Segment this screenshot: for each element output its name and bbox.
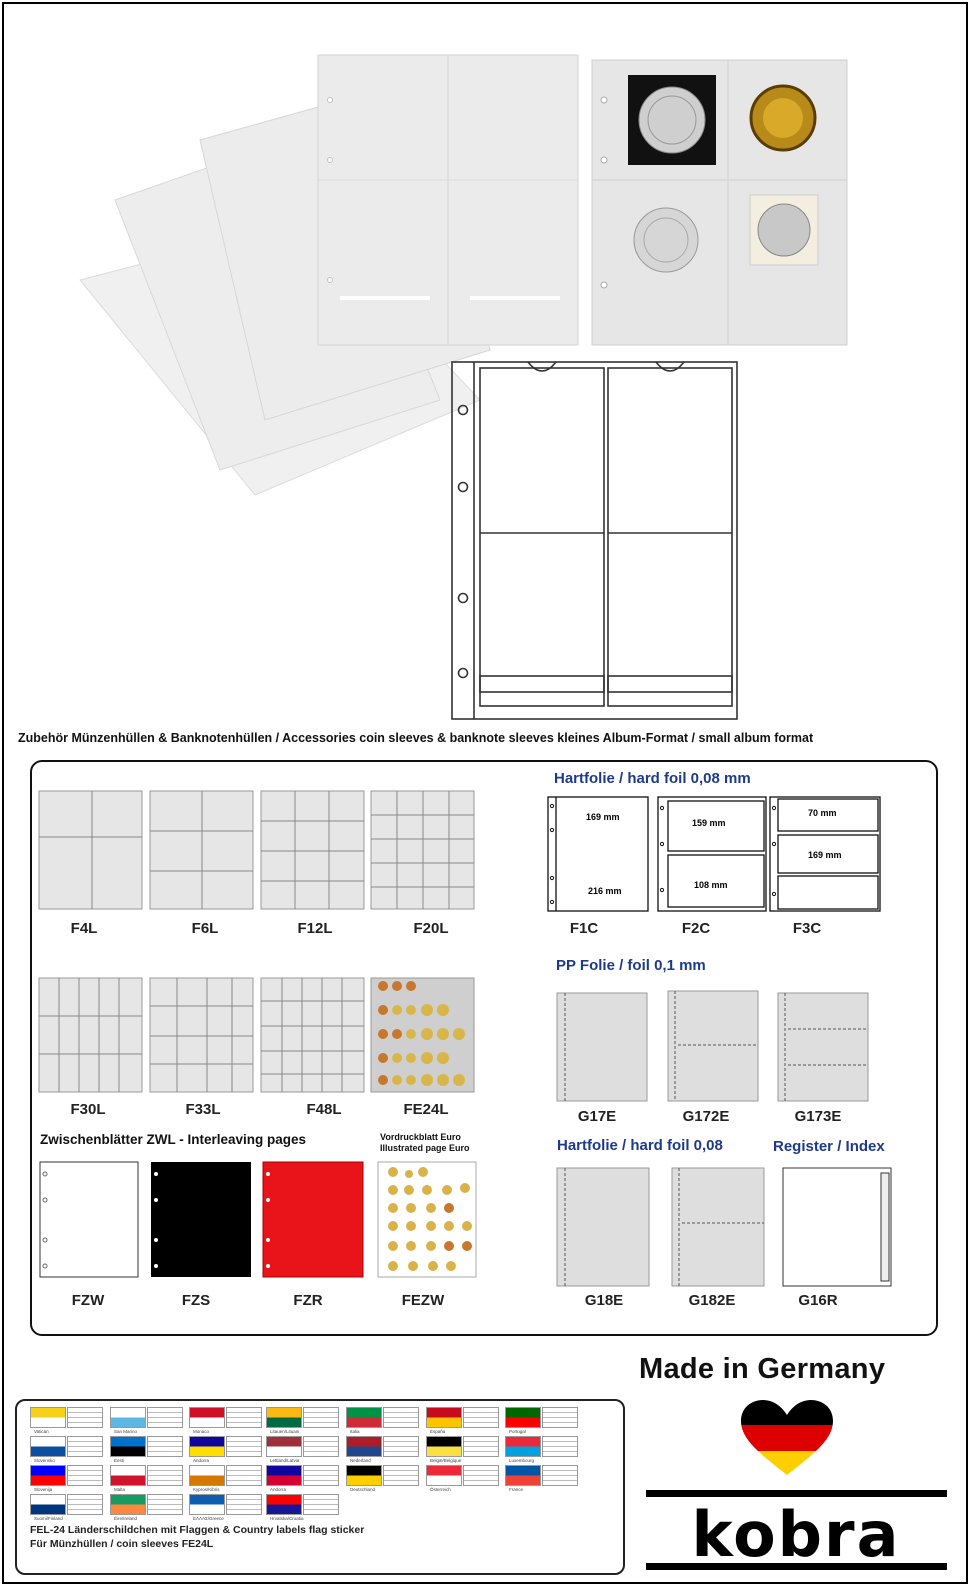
coin-silver-3: [758, 204, 810, 256]
flag-country-name: België/Belgique: [430, 1458, 462, 1463]
label-f3c: F3C: [792, 920, 822, 937]
flag-country-name: Slovenija: [34, 1487, 53, 1492]
flag-label-box: [226, 1407, 262, 1428]
label-f30l: F30L: [70, 1101, 106, 1118]
sheet-f4l: [39, 791, 142, 909]
flag-country-name: Litauen/Lituani: [270, 1429, 300, 1434]
flag-label-box: [67, 1465, 103, 1486]
sheets-row3: [37, 1160, 482, 1282]
flag-label-box: [303, 1465, 339, 1486]
label-fzr: FZR: [293, 1292, 323, 1309]
label-f48l: F48L: [306, 1101, 342, 1118]
flag-sticker: [426, 1407, 462, 1428]
flag-sticker: [266, 1465, 302, 1486]
pp-foil-sheets: [555, 985, 875, 1105]
label-g18e: G18E: [584, 1292, 624, 1309]
label-f4l: F4L: [70, 920, 98, 937]
flag-country-name: Portugal: [509, 1429, 526, 1434]
flag-sticker: [30, 1494, 66, 1515]
sheet-g182e: [672, 1168, 764, 1286]
product-illustration: [60, 40, 940, 730]
flag-sticker: [266, 1436, 302, 1457]
flag-label-box: [542, 1436, 578, 1457]
flag-country-name: Andorra: [270, 1487, 287, 1492]
sheet-fzr: [263, 1162, 363, 1277]
flag-country-name: Suomi/Finland: [34, 1516, 63, 1521]
sheet-g172e: [668, 991, 758, 1101]
flag-country-name: Éire/Ireland: [114, 1516, 138, 1521]
interleaving-header: Zwischenblätter ZWL - Interleaving pages: [40, 1132, 307, 1147]
flag-country-name: France: [509, 1487, 524, 1492]
flag-sticker: [266, 1494, 302, 1515]
dim-f1c-top: 169 mm: [586, 812, 620, 822]
flag-label-box: [67, 1407, 103, 1428]
dim-f1c-bottom: 216 mm: [588, 886, 622, 896]
flag-sticker: [505, 1436, 541, 1457]
flag-sticker: [30, 1407, 66, 1428]
flag-country-name: Kypros/Kibris: [193, 1487, 220, 1492]
sheet-fezw: [378, 1162, 476, 1277]
sheet-fzw: [40, 1162, 138, 1277]
hard-foil-header-2: Hartfolie / hard foil 0,08: [557, 1137, 723, 1154]
flag-country-name: Österreich: [430, 1487, 451, 1492]
flag-sticker: [426, 1436, 462, 1457]
brand-text: kobra: [691, 1498, 901, 1570]
flag-country-name: Monaco: [193, 1429, 210, 1434]
flag-label-box: [67, 1494, 103, 1515]
flag-caption-1: FEL-24 Länderschildchen mit Flaggen & Country labels flag sticker: [30, 1524, 365, 1536]
flag-sticker: [189, 1494, 225, 1515]
label-g16r: G16R: [798, 1292, 838, 1309]
flag-country-name: Luxembourg: [509, 1458, 535, 1463]
sheet-f33l: [150, 978, 253, 1092]
sheet-g173e: [778, 993, 868, 1101]
sheets-row2: [37, 976, 477, 1096]
flag-sticker: [346, 1407, 382, 1428]
euro-header-line1: Vordruckblatt Euro: [380, 1132, 461, 1142]
label-g172e: G172E: [682, 1108, 730, 1125]
label-fzs: FZS: [181, 1292, 211, 1309]
label-f1c: F1C: [569, 920, 599, 937]
flag-sticker: [30, 1436, 66, 1457]
flag-country-name: ΕΛΛΑΣ/Greece: [193, 1516, 224, 1521]
flag-country-name: Deutschland: [350, 1487, 376, 1492]
hard-foil-sheets-2: [555, 1165, 895, 1290]
flag-label-box: [463, 1465, 499, 1486]
flag-label-box: [226, 1494, 262, 1515]
flag-country-name: Hrvatska/Croatia: [270, 1516, 304, 1521]
sheet-g16r: [783, 1168, 891, 1286]
label-f20l: F20L: [413, 920, 449, 937]
flag-sticker: [346, 1465, 382, 1486]
flag-label-box: [147, 1465, 183, 1486]
hard-foil-header: Hartfolie / hard foil 0,08 mm: [554, 770, 751, 787]
flag-country-name: Malta: [114, 1487, 126, 1492]
flag-sticker: [189, 1436, 225, 1457]
flag-country-name: Italia: [350, 1429, 360, 1434]
coin-silver-1: [639, 87, 705, 153]
flag-sticker: [110, 1465, 146, 1486]
flag-sticker: [110, 1436, 146, 1457]
label-g182e: G182E: [688, 1292, 736, 1309]
product-caption: Zubehör Münzenhüllen & Banknotenhüllen / Accessories coin sleeves & banknote sleeves kleines Album-Format / small album format: [18, 731, 814, 745]
flag-caption-2: Für Münzhüllen / coin sleeves FE24L: [30, 1538, 214, 1550]
label-f12l: F12L: [297, 920, 333, 937]
register-header: Register / Index: [773, 1138, 885, 1155]
flag-country-name: Slovensko: [34, 1458, 55, 1463]
flag-country-name: San Marino: [114, 1429, 138, 1434]
dim-f3c-top: 70 mm: [808, 808, 837, 818]
flag-country-name: España: [430, 1429, 446, 1434]
flag-label-box: [226, 1436, 262, 1457]
flag-label-box: [147, 1436, 183, 1457]
sheet-g17e: [557, 993, 647, 1101]
dim-f3c-mid: 169 mm: [808, 850, 842, 860]
sheet-f48l: [261, 978, 364, 1092]
flag-label-box: [463, 1407, 499, 1428]
flag-label-box: [303, 1436, 339, 1457]
flag-label-box: [147, 1494, 183, 1515]
dim-f2c-bottom: 108 mm: [694, 880, 728, 890]
flag-label-box: [226, 1465, 262, 1486]
flag-sticker: [110, 1407, 146, 1428]
flag-sticker: [189, 1407, 225, 1428]
label-g173e: G173E: [794, 1108, 842, 1125]
euro-page-header: [380, 1132, 470, 1154]
flag-country-name: Nederland: [350, 1458, 371, 1463]
hard-foil-diagrams: [546, 794, 884, 916]
german-heart-icon: [739, 1399, 835, 1477]
flag-label-box: [542, 1407, 578, 1428]
label-g17e: G17E: [577, 1108, 617, 1125]
flag-label-box: [383, 1407, 419, 1428]
sheet-f12l: [261, 791, 364, 909]
flag-label-box: [542, 1465, 578, 1486]
sheet-fzs: [151, 1162, 251, 1277]
label-f2c: F2C: [681, 920, 711, 937]
flag-label-box: [147, 1407, 183, 1428]
dim-f2c-top: 159 mm: [692, 818, 726, 828]
flag-sticker: [505, 1465, 541, 1486]
flag-sticker: [110, 1494, 146, 1515]
flag-country-name: Lettland/Latvia: [270, 1458, 300, 1463]
flag-sticker: [505, 1407, 541, 1428]
label-fe24l: FE24L: [403, 1101, 449, 1118]
sheets-row1: [37, 789, 477, 914]
flag-country-name: Vatican: [34, 1429, 49, 1434]
flag-country-name: Eesti: [114, 1458, 125, 1463]
label-fzw: FZW: [71, 1292, 105, 1309]
flag-sticker: [30, 1465, 66, 1486]
flag-label-box: [303, 1407, 339, 1428]
euro-header-line2: Illustrated page Euro: [380, 1143, 470, 1153]
flag-sticker: [426, 1465, 462, 1486]
flag-country-name: Andorra: [193, 1458, 210, 1463]
flag-label-box: [383, 1436, 419, 1457]
sheet-g18e: [557, 1168, 649, 1286]
kobra-logo: [646, 1490, 947, 1570]
flag-label-box: [303, 1494, 339, 1515]
flag-label-box: [463, 1436, 499, 1457]
sleeve-line-drawing: [452, 362, 737, 719]
label-f33l: F33L: [185, 1101, 221, 1118]
flag-sticker: [266, 1407, 302, 1428]
label-f6l: F6L: [191, 920, 219, 937]
flag-label-box: [383, 1465, 419, 1486]
sheet-f30l: [39, 978, 142, 1092]
made-in-germany: Made in Germany: [639, 1353, 886, 1385]
pp-foil-header: PP Folie / foil 0,1 mm: [556, 957, 706, 974]
flag-sticker: [346, 1436, 382, 1457]
flag-label-box: [67, 1436, 103, 1457]
label-fezw: FEZW: [401, 1292, 445, 1309]
flag-sticker: [189, 1465, 225, 1486]
